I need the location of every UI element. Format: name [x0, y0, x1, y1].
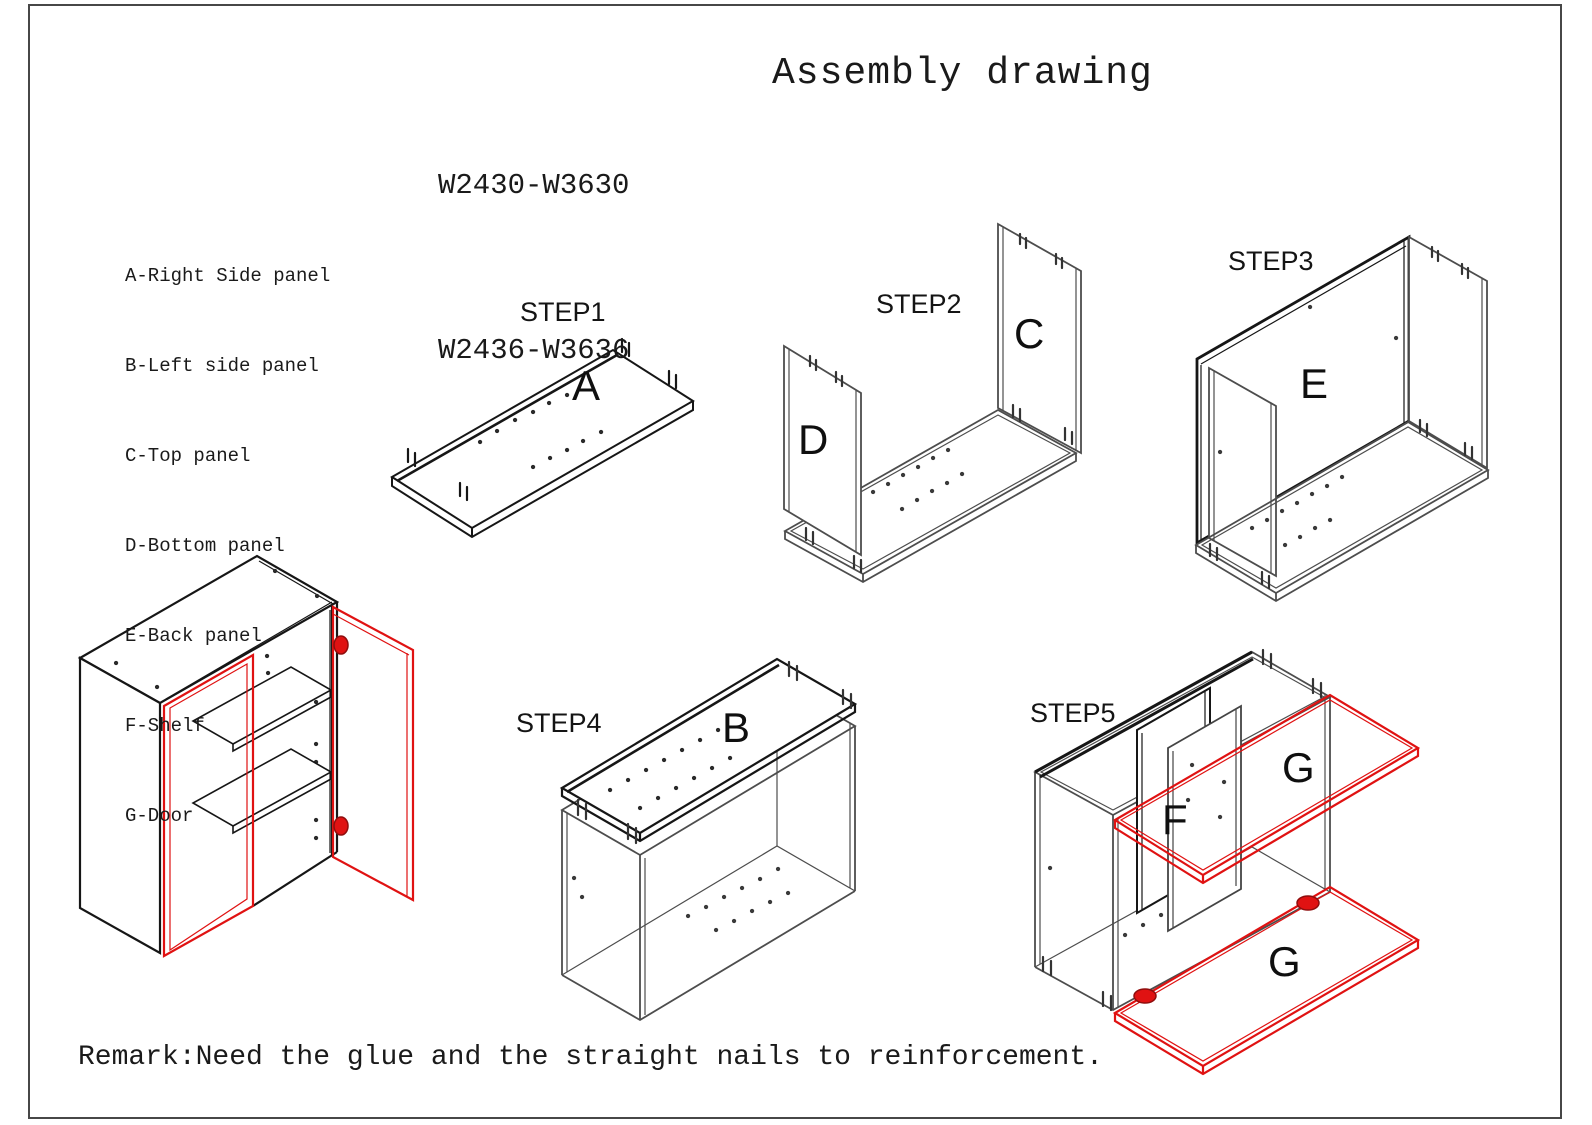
- part-label-g-upper: G: [1282, 744, 1315, 791]
- cabinet-door-right-open: [333, 607, 413, 900]
- step2-drawing: [784, 224, 1081, 582]
- model-number-2: W2436-W3636: [438, 334, 630, 367]
- hinge-cup-icon: [334, 817, 348, 835]
- part-label-a: A: [572, 362, 601, 409]
- remark-note: Remark:Need the glue and the straight nails to reinforcement.: [78, 1042, 1103, 1073]
- part-label-e: E: [1300, 360, 1329, 407]
- page-title: Assembly drawing: [772, 52, 1153, 95]
- panel-b-top-face: [562, 659, 855, 833]
- parts-list-item-c: C-Top panel: [125, 445, 251, 467]
- step4-label: STEP4: [516, 708, 602, 738]
- part-label-d: D: [798, 416, 829, 463]
- step3-label: STEP3: [1228, 246, 1314, 276]
- part-label-b: B: [722, 704, 751, 751]
- parts-list-item-d: D-Bottom panel: [125, 535, 285, 557]
- parts-list: [125, 201, 330, 861]
- door-g-lower-thickness: [1115, 940, 1418, 1074]
- part-label-g-lower: G: [1268, 938, 1301, 985]
- parts-list-item-g: G-Door: [125, 805, 194, 827]
- parts-list-item-b: B-Left side panel: [125, 355, 319, 377]
- parts-list-item-a: A-Right Side panel: [125, 265, 331, 287]
- step3-right-side-panel: [1409, 237, 1487, 468]
- step4-box-bottom-edges: [562, 891, 855, 1020]
- model-numbers: [438, 48, 629, 433]
- door-right-inner-edges: [333, 614, 409, 897]
- hinge-cup-icon: [1297, 896, 1319, 910]
- model-number-1: W2430-W3630: [438, 169, 630, 202]
- step3-drawing: [1196, 237, 1488, 601]
- step4-panel-b: [562, 659, 855, 843]
- hinge-cup-icon: [1134, 989, 1156, 1003]
- step2-label: STEP2: [876, 289, 962, 319]
- step4-box-interior-bottom: [562, 846, 855, 975]
- part-label-f: F: [1162, 796, 1188, 843]
- hinge-cup-icon: [334, 636, 348, 654]
- parts-list-item-f: F-Shelf: [125, 715, 205, 737]
- parts-list-item-e: E-Back panel: [125, 625, 262, 647]
- step1-label: STEP1: [520, 297, 606, 327]
- part-label-c: C: [1014, 310, 1045, 357]
- step4-drawing: [562, 659, 855, 1020]
- step5-label: STEP5: [1030, 698, 1116, 728]
- step4-box-hole-dots: [574, 869, 788, 930]
